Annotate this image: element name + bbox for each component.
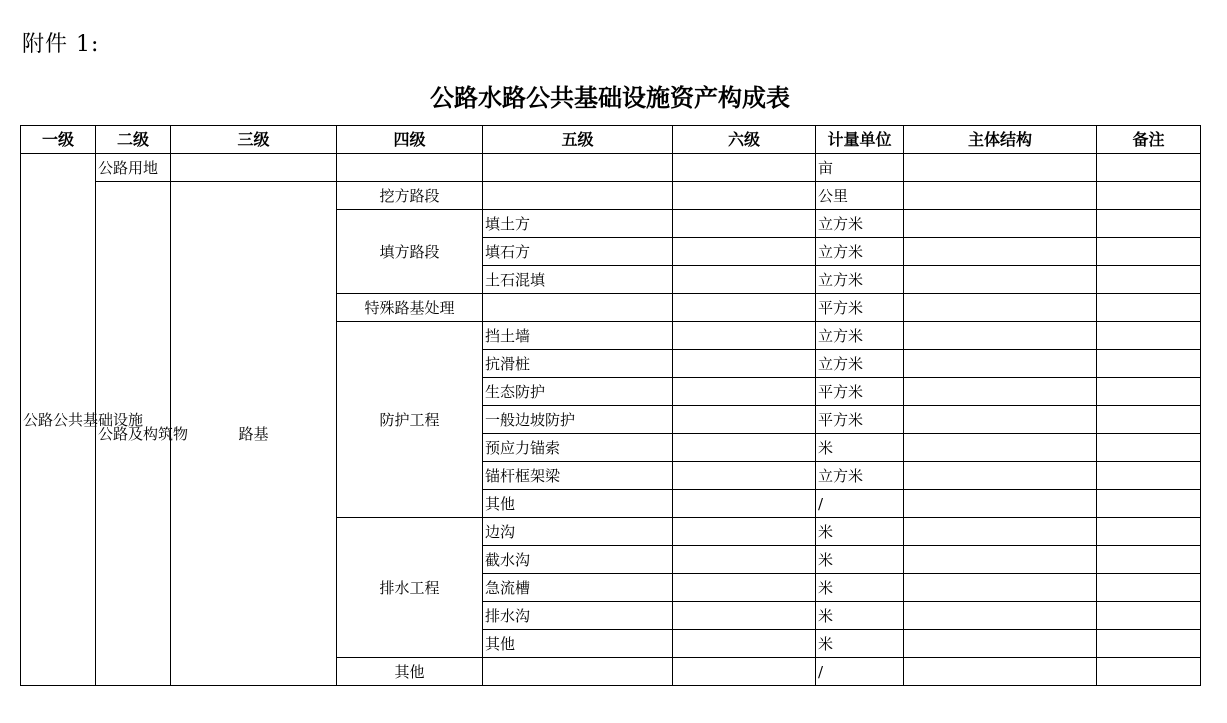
level5-cell: 土石混填 <box>483 266 673 294</box>
empty-cell <box>483 294 673 322</box>
unit-cell: 米 <box>816 518 904 546</box>
empty-cell <box>1097 210 1201 238</box>
empty-cell <box>904 378 1097 406</box>
empty-cell <box>904 518 1097 546</box>
empty-cell <box>673 546 816 574</box>
empty-cell <box>673 210 816 238</box>
empty-cell <box>673 322 816 350</box>
level5-cell: 其他 <box>483 630 673 658</box>
level5-cell: 边沟 <box>483 518 673 546</box>
empty-cell <box>673 406 816 434</box>
level4-cell: 防护工程 <box>337 322 483 518</box>
level3-cell: 路基 <box>171 182 337 686</box>
level5-cell: 预应力锚索 <box>483 434 673 462</box>
level1-cell: 公路公共基础设施 <box>21 154 96 686</box>
empty-cell <box>904 406 1097 434</box>
empty-cell <box>1097 154 1201 182</box>
empty-cell <box>1097 238 1201 266</box>
level5-cell: 急流槽 <box>483 574 673 602</box>
unit-cell: 米 <box>816 546 904 574</box>
empty-cell <box>171 154 337 182</box>
level4-cell: 挖方路段 <box>337 182 483 210</box>
header-level6: 六级 <box>673 126 816 154</box>
empty-cell <box>1097 322 1201 350</box>
empty-cell <box>483 182 673 210</box>
empty-cell <box>1097 350 1201 378</box>
level5-cell: 填土方 <box>483 210 673 238</box>
unit-cell: 米 <box>816 574 904 602</box>
empty-cell <box>1097 546 1201 574</box>
empty-cell <box>904 210 1097 238</box>
empty-cell <box>673 574 816 602</box>
asset-composition-table <box>20 125 1201 686</box>
unit-cell: / <box>816 658 904 686</box>
header-row <box>21 126 1201 154</box>
empty-cell <box>904 434 1097 462</box>
level4-cell: 填方路段 <box>337 210 483 294</box>
header-unit: 计量单位 <box>816 126 904 154</box>
level5-cell: 生态防护 <box>483 378 673 406</box>
table-row <box>21 154 1201 182</box>
unit-cell: 立方米 <box>816 210 904 238</box>
unit-cell: 立方米 <box>816 238 904 266</box>
unit-cell: 平方米 <box>816 378 904 406</box>
unit-cell: 亩 <box>816 154 904 182</box>
header-level2: 二级 <box>96 126 171 154</box>
level5-cell: 一般边坡防护 <box>483 406 673 434</box>
level2-land-cell: 公路用地 <box>96 154 171 182</box>
table-row <box>21 182 1201 210</box>
empty-cell <box>673 434 816 462</box>
empty-cell <box>673 378 816 406</box>
level4-cell: 排水工程 <box>337 518 483 658</box>
empty-cell <box>904 574 1097 602</box>
empty-cell <box>673 602 816 630</box>
empty-cell <box>904 630 1097 658</box>
header-level5: 五级 <box>483 126 673 154</box>
empty-cell <box>904 154 1097 182</box>
empty-cell <box>1097 630 1201 658</box>
level5-cell: 抗滑桩 <box>483 350 673 378</box>
empty-cell <box>904 658 1097 686</box>
unit-cell: 立方米 <box>816 266 904 294</box>
empty-cell <box>337 154 483 182</box>
level5-cell: 排水沟 <box>483 602 673 630</box>
empty-cell <box>673 182 816 210</box>
empty-cell <box>483 658 673 686</box>
header-level3: 三级 <box>171 126 337 154</box>
unit-cell: 立方米 <box>816 462 904 490</box>
document-title: 公路水路公共基础设施资产构成表 <box>430 84 790 112</box>
header-level4: 四级 <box>337 126 483 154</box>
empty-cell <box>904 490 1097 518</box>
empty-cell <box>483 154 673 182</box>
empty-cell <box>1097 182 1201 210</box>
empty-cell <box>1097 462 1201 490</box>
unit-cell: 立方米 <box>816 322 904 350</box>
empty-cell <box>1097 378 1201 406</box>
empty-cell <box>904 462 1097 490</box>
empty-cell <box>904 602 1097 630</box>
header-level1: 一级 <box>21 126 96 154</box>
empty-cell <box>1097 490 1201 518</box>
empty-cell <box>673 238 816 266</box>
empty-cell <box>673 294 816 322</box>
unit-cell: 平方米 <box>816 294 904 322</box>
empty-cell <box>904 182 1097 210</box>
level5-cell: 其他 <box>483 490 673 518</box>
empty-cell <box>673 630 816 658</box>
empty-cell <box>904 546 1097 574</box>
empty-cell <box>904 294 1097 322</box>
empty-cell <box>673 490 816 518</box>
empty-cell <box>673 154 816 182</box>
level5-cell: 填石方 <box>483 238 673 266</box>
empty-cell <box>1097 266 1201 294</box>
empty-cell <box>673 350 816 378</box>
empty-cell <box>904 350 1097 378</box>
unit-cell: 立方米 <box>816 350 904 378</box>
empty-cell <box>673 518 816 546</box>
empty-cell <box>1097 658 1201 686</box>
level5-cell: 挡土墙 <box>483 322 673 350</box>
empty-cell <box>1097 406 1201 434</box>
level5-cell: 锚杆框架梁 <box>483 462 673 490</box>
unit-cell: 公里 <box>816 182 904 210</box>
attachment-label: 附件 1: <box>22 32 100 57</box>
empty-cell <box>904 238 1097 266</box>
unit-cell: / <box>816 490 904 518</box>
empty-cell <box>904 322 1097 350</box>
unit-cell: 米 <box>816 434 904 462</box>
empty-cell <box>1097 574 1201 602</box>
header-main-structure: 主体结构 <box>904 126 1097 154</box>
empty-cell <box>673 266 816 294</box>
level4-cell: 其他 <box>337 658 483 686</box>
header-remarks: 备注 <box>1097 126 1201 154</box>
empty-cell <box>1097 518 1201 546</box>
empty-cell <box>1097 434 1201 462</box>
level2-struct-cell: 公路及构筑物 <box>96 182 171 686</box>
empty-cell <box>673 658 816 686</box>
unit-cell: 平方米 <box>816 406 904 434</box>
empty-cell <box>673 462 816 490</box>
unit-cell: 米 <box>816 630 904 658</box>
empty-cell <box>1097 294 1201 322</box>
unit-cell: 米 <box>816 602 904 630</box>
level5-cell: 截水沟 <box>483 546 673 574</box>
empty-cell <box>1097 602 1201 630</box>
level4-cell: 特殊路基处理 <box>337 294 483 322</box>
empty-cell <box>904 266 1097 294</box>
